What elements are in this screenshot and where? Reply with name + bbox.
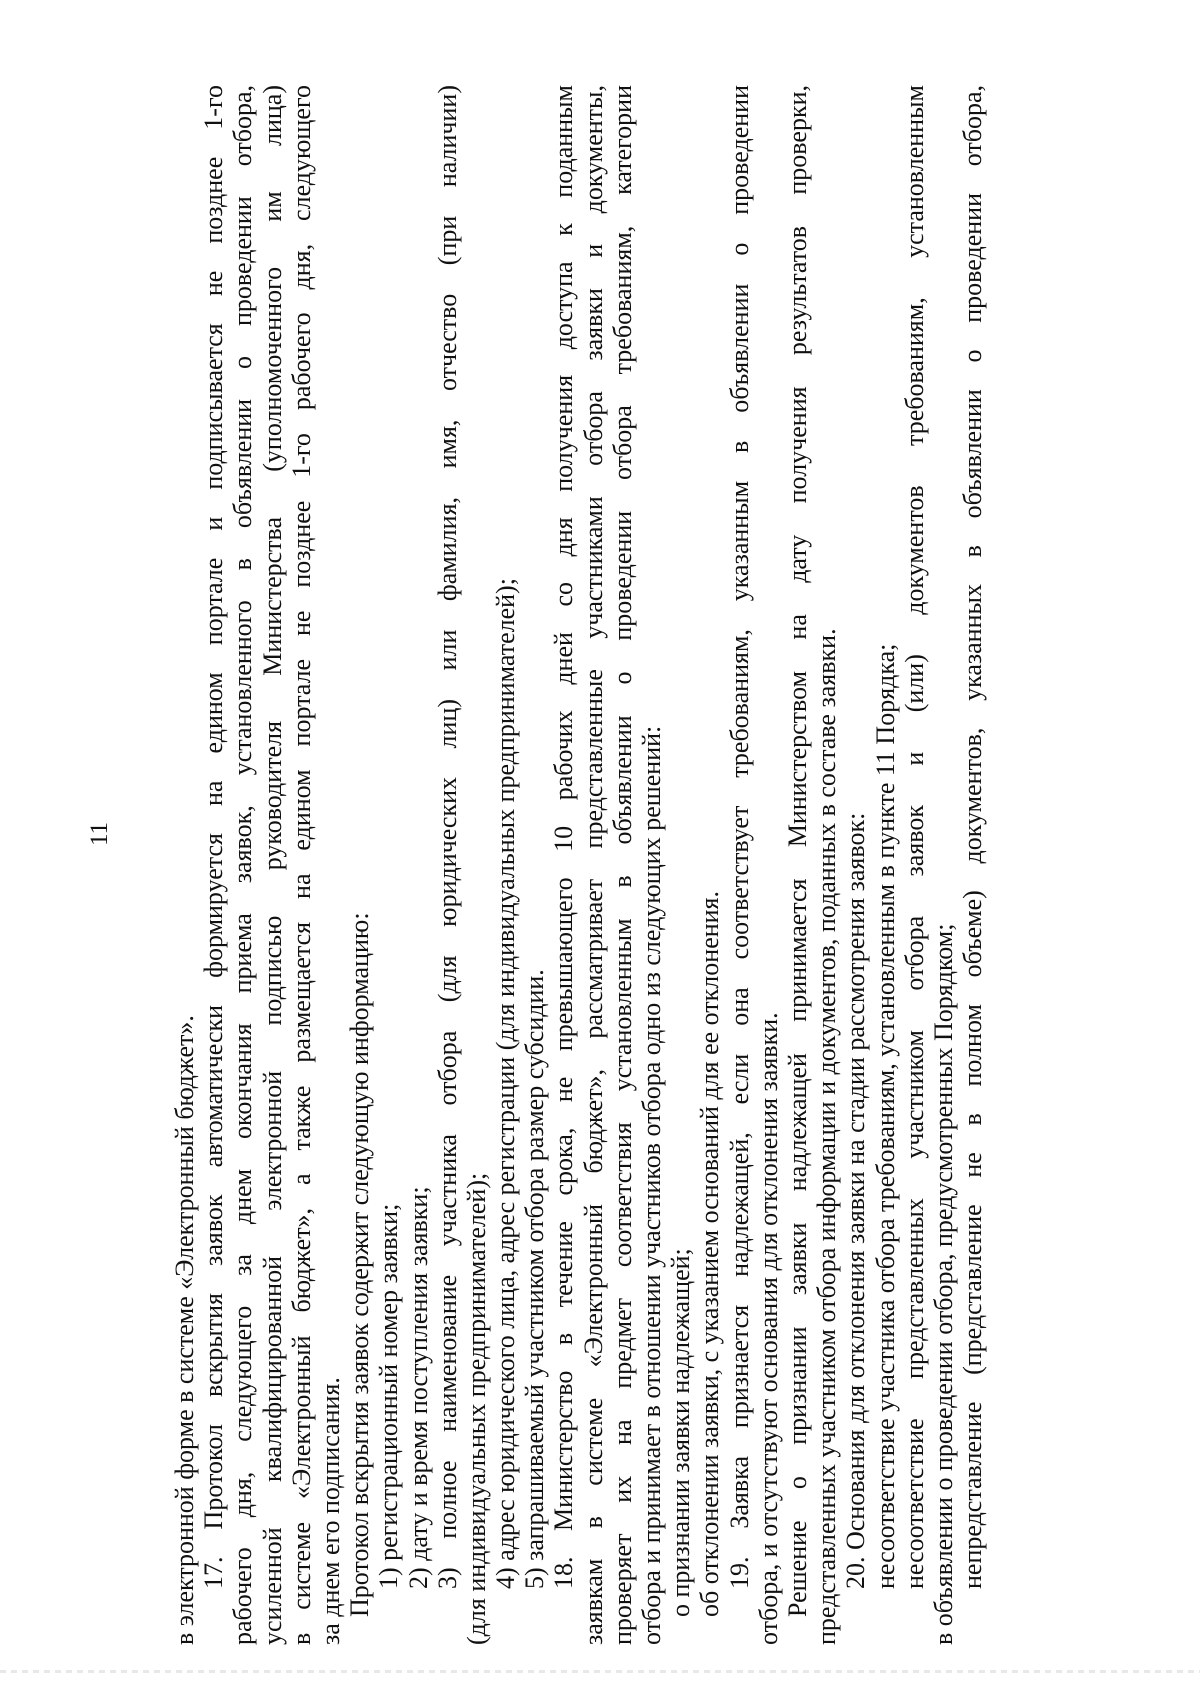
text-line: 4) адрес юридического лица, адрес регистрации (для индивидуальных предпринимателей); xyxy=(491,578,521,1589)
text-line: 17. Протокол вскрытия заявок автоматически формируется на едином портале и подписывается не позднее 1-го xyxy=(199,85,229,1589)
scan-edge-artifact xyxy=(0,1670,1200,1673)
text-line: заявкам в системе «Электронный бюджет», рассматривает представленные участниками отбора заявки и документы, xyxy=(578,85,608,1645)
text-line: 1) регистрационный номер заявки; xyxy=(374,1203,404,1589)
text-line: в системе «Электронный бюджет», а также размещается на едином портале не позднее 1-го рабочего дня, следующего xyxy=(286,85,316,1645)
text-line: 20. Основания для отклонения заявки на стадии рассмотрения заявок: xyxy=(841,812,871,1589)
document-body xyxy=(170,85,987,1645)
text-line: рабочего дня, следующего за днем окончания приема заявок, установленного в объявлении о проведении отбора, xyxy=(228,85,258,1645)
text-line: Протокол вскрытия заявок содержит следующую информацию: xyxy=(345,912,375,1617)
text-line: 18. Министерство в течение срока, не превышающего 10 рабочих дней со дня получения доступа к поданным xyxy=(549,85,579,1589)
text-line: в электронной форме в системе «Электронный бюджет». xyxy=(170,1015,199,1645)
text-line: несоответствие участника отбора требованиям, установленным в пункте 11 Порядка; xyxy=(870,643,900,1589)
text-line: об отклонении заявки, с указанием оснований для ее отклонения. xyxy=(695,890,725,1617)
text-line: непредставление (представление не в полном объеме) документов, указанных в объявлении о проведении отбора, xyxy=(958,85,988,1589)
text-line: в объявлении о проведении отбора, предусмотренных Порядком; xyxy=(928,923,958,1645)
text-line: отбора, и отсутствуют основания для отклонения заявки. xyxy=(753,1012,783,1645)
text-line: за днем его подписания. xyxy=(315,1377,345,1645)
text-line: 3) полное наименование участника отбора (для юридических лиц) или фамилия, имя, отчество (при наличии) xyxy=(432,85,462,1589)
text-line: 2) дату и время поступления заявки; xyxy=(403,1186,433,1589)
text-line: 19. Заявка признается надлежащей, если она соответствует требованиям, указанным в объявлении о проведении xyxy=(724,85,754,1589)
text-line: несоответствие представленных участником отбора заявок и (или) документов требованиям, установленным xyxy=(899,85,929,1589)
text-line: 5) запрашиваемый участником отбора размер субсидии. xyxy=(520,969,550,1589)
page-number: 11 xyxy=(86,821,114,847)
text-line: представленных участником отбора информации и документов, поданных в составе заявки. xyxy=(812,628,842,1645)
text-line: проверяет их на предмет соответствия установленным в объявлении о проведении отбора требованиям, категории xyxy=(607,85,637,1645)
text-line: отбора и принимает в отношении участников отбора одно из следующих решений: xyxy=(637,725,666,1645)
text-line: Решение о признании заявки надлежащей принимается Министерством на дату получения результатов проверки, xyxy=(782,85,812,1617)
text-line: (для индивидуальных предпринимателей); xyxy=(461,1172,491,1645)
text-line: усиленной квалифицированной электронной подписью руководителя Министерства (уполномоченного им лица) xyxy=(257,85,287,1645)
text-line: о признании заявки надлежащей; xyxy=(666,1248,696,1617)
